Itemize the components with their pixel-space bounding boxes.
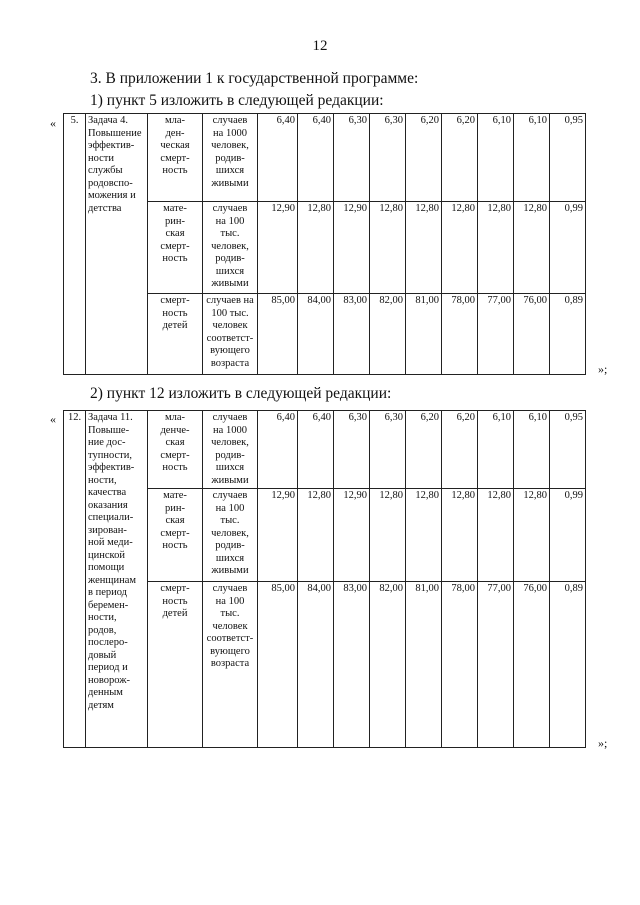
unit-of-measure-line: возраста xyxy=(210,658,250,669)
unit-of-measure xyxy=(203,582,258,748)
value-cell xyxy=(370,202,406,294)
unit-of-measure-line: человек, xyxy=(211,240,249,252)
value-cell-line: 6,20 xyxy=(456,412,475,423)
indicator-name-line: мате- xyxy=(163,203,187,214)
value-cell xyxy=(478,114,514,202)
item-number-line: 12. xyxy=(67,412,82,423)
value-cell-line: 81,00 xyxy=(415,295,439,306)
task-description-line: качества xyxy=(88,487,127,498)
indicator-name-line: ческая xyxy=(160,140,190,151)
task-description xyxy=(86,411,148,748)
value-cell-line: 12,80 xyxy=(487,490,511,501)
unit-of-measure-line: шихся xyxy=(215,552,245,564)
value-cell xyxy=(442,202,478,294)
indicator-name xyxy=(148,582,203,748)
unit-of-measure-line: случаев xyxy=(212,203,248,214)
indicator-name-line: смерт- xyxy=(160,240,190,252)
task-description-line: зирован- xyxy=(88,524,127,536)
value-cell xyxy=(370,582,406,748)
value-cell xyxy=(478,582,514,748)
value-cell-line: 6,20 xyxy=(420,115,439,126)
value-cell-line: 77,00 xyxy=(487,295,511,306)
close-quote-1: »; xyxy=(598,362,608,376)
task-description-line: детям xyxy=(88,699,114,711)
value-cell xyxy=(442,114,478,202)
unit-of-measure-line: на 1000 xyxy=(213,424,247,436)
value-cell-line: 6,30 xyxy=(348,412,367,423)
value-cell-line: 81,00 xyxy=(415,583,439,594)
task-description-line: можения и xyxy=(88,190,136,201)
value-cell xyxy=(514,294,550,375)
indicator-name-line: ность xyxy=(162,165,188,176)
value-cell-line: 12,90 xyxy=(271,490,295,501)
indicator-name-line: мла- xyxy=(164,412,186,423)
unit-of-measure-line: человек xyxy=(212,620,248,632)
task-description-line: новорож- xyxy=(88,674,130,686)
value-cell xyxy=(478,489,514,582)
task-description-line: Задача 4. xyxy=(88,115,128,126)
value-cell xyxy=(370,294,406,375)
table-row xyxy=(64,411,617,489)
indicator-name-line: ность xyxy=(162,540,188,551)
task-description-line: послеро- xyxy=(88,637,128,648)
value-cell xyxy=(298,294,334,375)
unit-of-measure-line: соответст- xyxy=(206,633,254,644)
task-description-line: женщинам xyxy=(88,574,137,586)
indicator-name-line: смерт- xyxy=(160,583,190,594)
unit-of-measure-line: живыми xyxy=(211,474,249,486)
task-description-line: ности xyxy=(88,152,114,164)
task-description-line: помощи xyxy=(88,562,125,573)
value-cell-line: 6,10 xyxy=(492,115,511,126)
unit-of-measure-line: живыми xyxy=(211,278,249,289)
value-cell xyxy=(370,489,406,582)
value-cell-line: 6,10 xyxy=(528,412,547,423)
value-cell-line: 77,00 xyxy=(487,583,511,594)
value-cell-line: 12,80 xyxy=(379,490,403,501)
unit-of-measure-line: 100 тыс. xyxy=(211,307,249,319)
task-description-line: денным xyxy=(88,687,123,698)
value-cell-line: 0,99 xyxy=(564,490,583,501)
indicator-name-line: ность xyxy=(162,462,188,473)
indicator-name-line: смерт- xyxy=(160,527,190,539)
task-description-line: Повыше- xyxy=(88,424,130,436)
indicator-name-line: рин- xyxy=(165,502,185,514)
value-cell xyxy=(478,202,514,294)
task-description-line: службы xyxy=(88,165,123,176)
value-cell xyxy=(442,582,478,748)
task-description-line: в период xyxy=(88,587,128,598)
task-description-line: ности, xyxy=(88,474,117,486)
value-cell-line: 6,40 xyxy=(312,412,331,423)
open-quote-2: « xyxy=(50,412,56,426)
value-cell-line: 12,80 xyxy=(451,490,475,501)
indicator-name xyxy=(148,114,203,202)
task-description xyxy=(86,114,148,375)
unit-of-measure-line: живыми xyxy=(211,177,249,189)
indicator-name-line: ность xyxy=(162,307,188,319)
task-description-line: эффектив- xyxy=(88,140,135,151)
value-cell xyxy=(406,582,442,748)
unit-of-measure-line: родив- xyxy=(215,540,245,551)
value-cell-line: 6,20 xyxy=(456,115,475,126)
task-description-line: цинской xyxy=(88,549,125,561)
unit-of-measure-line: на 100 xyxy=(215,595,245,607)
indicator-name-line: ность xyxy=(162,253,188,264)
unit-of-measure-line: родив- xyxy=(215,253,245,264)
open-quote-1: « xyxy=(50,116,56,130)
value-cell-line: 78,00 xyxy=(451,583,475,594)
value-cell-line: 12,80 xyxy=(415,203,439,214)
task-description-line: период и xyxy=(88,662,128,673)
task-description-line: родов, xyxy=(88,624,117,636)
value-cell-line: 78,00 xyxy=(451,295,475,306)
section-1-intro: 1) пункт 5 изложить в следующей редакции: xyxy=(90,92,384,109)
unit-of-measure xyxy=(203,294,258,375)
value-cell xyxy=(258,582,298,748)
unit-of-measure-line: человек, xyxy=(211,140,249,151)
task-description-line: ности, xyxy=(88,612,117,623)
unit-of-measure-line: на 100 xyxy=(215,502,245,514)
value-cell-line: 12,80 xyxy=(487,203,511,214)
unit-of-measure-line: случаев xyxy=(212,115,248,126)
indicator-name-line: мла- xyxy=(164,115,186,126)
unit-of-measure-line: шихся xyxy=(215,165,245,176)
value-cell-line: 84,00 xyxy=(307,295,331,306)
value-cell-line: 6,20 xyxy=(420,412,439,423)
indicator-name-line: ская xyxy=(165,228,185,239)
task-description-line: оказания xyxy=(88,499,128,511)
table-row xyxy=(64,114,617,202)
value-cell-line: 12,80 xyxy=(307,490,331,501)
value-cell xyxy=(550,114,586,202)
indicator-name-line: ден- xyxy=(165,127,185,139)
unit-of-measure-line: родив- xyxy=(215,152,245,164)
value-cell xyxy=(258,202,298,294)
indicator-name xyxy=(148,411,203,489)
value-cell xyxy=(442,294,478,375)
value-cell-line: 12,80 xyxy=(379,203,403,214)
value-cell-line: 76,00 xyxy=(523,295,547,306)
indicator-name-line: денче- xyxy=(160,424,190,436)
value-cell xyxy=(550,202,586,294)
value-cell-line: 6,40 xyxy=(276,115,295,126)
value-cell xyxy=(406,202,442,294)
value-cell xyxy=(298,202,334,294)
value-cell-line: 0,99 xyxy=(564,203,583,214)
value-cell xyxy=(406,294,442,375)
value-cell xyxy=(298,582,334,748)
unit-of-measure-line: человек, xyxy=(211,437,249,448)
value-cell xyxy=(334,114,370,202)
unit-of-measure-line: случаев xyxy=(212,412,248,423)
value-cell-line: 6,30 xyxy=(348,115,367,126)
value-cell-line: 6,30 xyxy=(384,412,403,423)
value-cell-line: 83,00 xyxy=(343,295,367,306)
value-cell-line: 85,00 xyxy=(271,583,295,594)
indicator-name xyxy=(148,202,203,294)
value-cell xyxy=(298,114,334,202)
value-cell xyxy=(550,411,586,489)
value-cell-line: 12,90 xyxy=(343,203,367,214)
value-cell xyxy=(334,582,370,748)
value-cell-line: 12,80 xyxy=(307,203,331,214)
page-number: 12 xyxy=(312,38,328,54)
task-description-line: специали- xyxy=(88,512,134,523)
unit-of-measure xyxy=(203,202,258,294)
indicator-name-line: ская xyxy=(165,437,185,448)
unit-of-measure-line: тыс. xyxy=(220,515,240,526)
task-description-line: беремен- xyxy=(88,599,129,611)
unit-of-measure-line: человек xyxy=(212,320,248,331)
value-cell-line: 0,89 xyxy=(564,583,583,594)
task-description-line: ной меди- xyxy=(88,537,133,548)
value-cell xyxy=(406,489,442,582)
indicator-name xyxy=(148,489,203,582)
unit-of-measure xyxy=(203,114,258,202)
unit-of-measure-line: соответст- xyxy=(206,332,254,344)
unit-of-measure-line: шихся xyxy=(215,462,245,473)
value-cell-line: 12,90 xyxy=(271,203,295,214)
value-cell-line: 76,00 xyxy=(523,583,547,594)
unit-of-measure-line: случаев xyxy=(212,490,248,501)
value-cell-line: 85,00 xyxy=(271,295,295,306)
value-cell-line: 6,10 xyxy=(492,412,511,423)
close-quote-2: »; xyxy=(598,736,608,750)
value-cell xyxy=(514,489,550,582)
unit-of-measure-line: человек, xyxy=(211,527,249,539)
task-description-line: эффектив- xyxy=(88,462,135,473)
value-cell-line: 0,95 xyxy=(564,412,583,423)
value-cell-line: 6,30 xyxy=(384,115,403,126)
value-cell-line: 12,80 xyxy=(523,490,547,501)
value-cell xyxy=(334,202,370,294)
indicator-name-line: детей xyxy=(162,608,188,619)
indicator-name-line: смерт- xyxy=(160,152,190,164)
value-cell-line: 0,89 xyxy=(564,295,583,306)
value-cell xyxy=(442,411,478,489)
value-cell-line: 12,90 xyxy=(343,490,367,501)
value-cell xyxy=(514,582,550,748)
task-description-line: ние дос- xyxy=(88,437,126,448)
value-cell-line: 12,80 xyxy=(415,490,439,501)
unit-of-measure-line: случаев на xyxy=(206,295,254,306)
value-cell xyxy=(334,294,370,375)
unit-of-measure-line: случаев xyxy=(212,583,248,594)
indicator-name-line: ность xyxy=(162,595,188,607)
value-cell-line: 84,00 xyxy=(307,583,331,594)
unit-of-measure-line: родив- xyxy=(215,449,245,461)
value-cell xyxy=(514,411,550,489)
task-description-line: тупности, xyxy=(88,449,132,461)
value-cell xyxy=(298,489,334,582)
unit-of-measure-line: на 1000 xyxy=(213,127,247,139)
value-cell-line: 6,40 xyxy=(312,115,331,126)
value-cell xyxy=(550,294,586,375)
value-cell xyxy=(442,489,478,582)
value-cell xyxy=(258,411,298,489)
task-description-line: Задача 11. xyxy=(88,412,133,423)
unit-of-measure xyxy=(203,489,258,582)
unit-of-measure xyxy=(203,411,258,489)
value-cell-line: 82,00 xyxy=(379,295,403,306)
unit-of-measure-line: возраста xyxy=(210,357,250,369)
indicator-name-line: мате- xyxy=(163,490,187,501)
indicator-name-line: смерт- xyxy=(160,295,190,306)
value-cell-line: 83,00 xyxy=(343,583,367,594)
unit-of-measure-line: на 100 xyxy=(215,215,245,227)
item-number xyxy=(64,114,86,375)
indicator-name-line: смерт- xyxy=(160,449,190,461)
value-cell xyxy=(370,114,406,202)
indicator-table-12 xyxy=(63,410,617,748)
item-number-line: 5. xyxy=(70,115,79,126)
unit-of-measure-line: шихся xyxy=(215,265,245,277)
task-description-line: Повышение xyxy=(88,127,142,139)
value-cell xyxy=(258,489,298,582)
value-cell-line: 12,80 xyxy=(451,203,475,214)
value-cell-line: 12,80 xyxy=(523,203,547,214)
unit-of-measure-line: тыс. xyxy=(220,228,240,239)
indicator-name-line: ская xyxy=(165,515,185,526)
value-cell xyxy=(258,294,298,375)
value-cell xyxy=(298,411,334,489)
unit-of-measure-line: вующего xyxy=(210,345,250,356)
value-cell xyxy=(550,489,586,582)
task-description-line: детства xyxy=(88,202,122,214)
indicator-name xyxy=(148,294,203,375)
unit-of-measure-line: живыми xyxy=(211,565,249,576)
value-cell xyxy=(406,114,442,202)
value-cell xyxy=(514,202,550,294)
indicator-name-line: детей xyxy=(162,320,188,331)
unit-of-measure-line: тыс. xyxy=(220,608,240,619)
section-2-intro: 2) пункт 12 изложить в следующей редакции: xyxy=(90,385,392,402)
value-cell xyxy=(334,489,370,582)
task-description-line: родовспо- xyxy=(88,177,133,189)
value-cell-line: 0,95 xyxy=(564,115,583,126)
item-number xyxy=(64,411,86,748)
value-cell xyxy=(370,411,406,489)
value-cell xyxy=(550,582,586,748)
indicator-table-5 xyxy=(63,113,617,375)
value-cell-line: 6,40 xyxy=(276,412,295,423)
value-cell-line: 82,00 xyxy=(379,583,403,594)
value-cell xyxy=(478,411,514,489)
value-cell xyxy=(406,411,442,489)
task-description-line: довый xyxy=(88,649,117,661)
unit-of-measure-line: вующего xyxy=(210,645,250,657)
value-cell xyxy=(334,411,370,489)
indicator-name-line: рин- xyxy=(165,215,185,227)
value-cell xyxy=(258,114,298,202)
value-cell-line: 6,10 xyxy=(528,115,547,126)
amendment-heading: 3. В приложении 1 к государственной программе: xyxy=(90,70,419,87)
value-cell xyxy=(478,294,514,375)
value-cell xyxy=(514,114,550,202)
